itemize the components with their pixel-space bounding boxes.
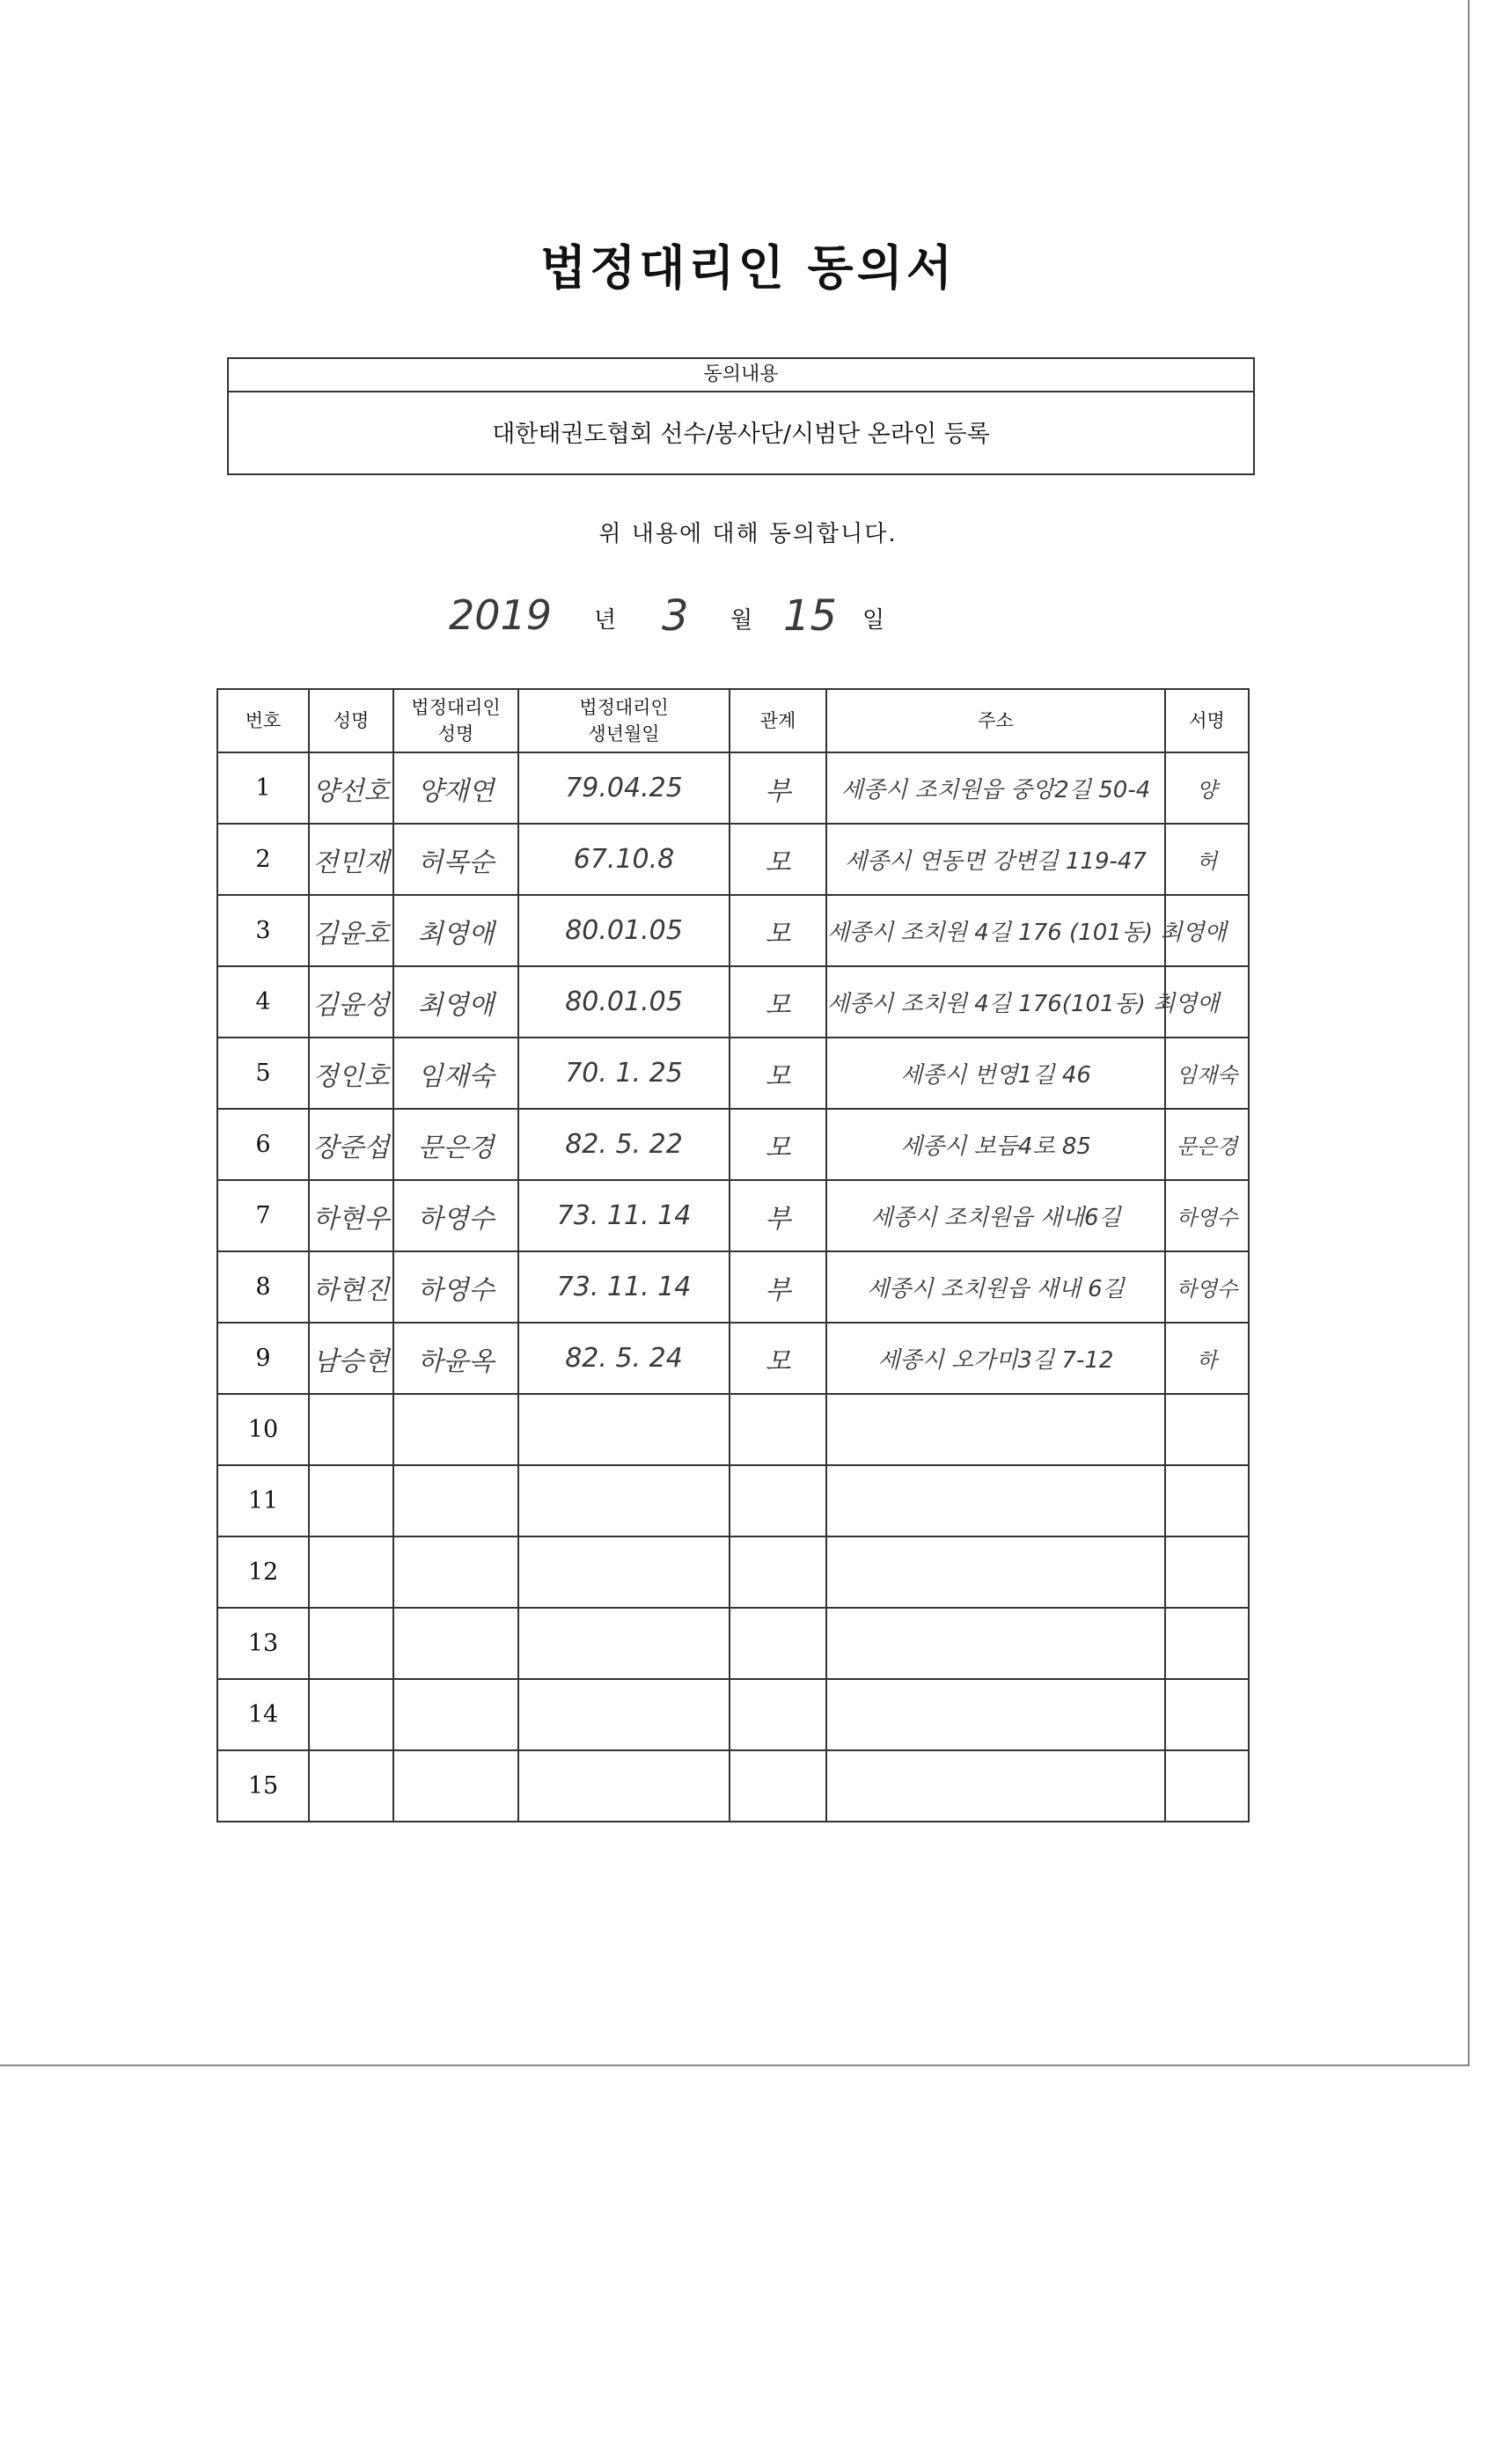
table-row [217,895,1249,966]
row-address [826,1608,1165,1679]
date-year-label: 년 [594,607,617,634]
row-number: 13 [217,1608,309,1679]
table-row [217,1750,1249,1822]
row-number: 12 [217,1536,309,1608]
row-guardian-birth: 73. 11. 14 [518,1251,730,1323]
row-guardian-name: 문은경 [393,1109,518,1180]
table-row [217,966,1249,1038]
agreement-text: 위 내용에 대해 동의합니다. [598,521,898,547]
row-number: 1 [217,752,309,824]
row-guardian-birth [518,1465,730,1536]
row-signature: 허 [1165,824,1249,895]
header-name: 성명 [309,689,393,752]
row-name: 김윤호 [309,895,393,966]
row-relation [730,1536,826,1608]
row-guardian-birth [518,1536,730,1608]
row-guardian-name: 임재숙 [393,1038,518,1109]
row-signature: 하영수 [1165,1251,1249,1323]
row-guardian-name: 허목순 [393,824,518,895]
header-address: 주소 [826,689,1165,752]
table-row [217,1323,1249,1394]
row-address: 세종시 조치원읍 새내6길 [826,1180,1165,1251]
row-guardian-name: 최영애 [393,966,518,1038]
row-relation [730,1679,826,1750]
row-guardian-name [393,1465,518,1536]
row-number: 10 [217,1394,309,1465]
row-address: 세종시 조치원읍 중앙2길 50-4 [826,752,1165,824]
row-relation: 모 [730,1038,826,1109]
row-number: 5 [217,1038,309,1109]
row-address [826,1750,1165,1822]
consent-content: 대한태권도협회 선수/봉사단/시범단 온라인 등록 [492,421,990,448]
date-month-label: 월 [730,607,753,634]
row-guardian-name: 하영수 [393,1180,518,1251]
row-guardian-name [393,1750,518,1822]
date-day: 15 [783,591,838,641]
row-relation: 부 [730,752,826,824]
row-name [309,1750,393,1822]
date-month: 3 [662,591,689,641]
row-name: 하현우 [309,1180,393,1251]
table-row [217,1608,1249,1679]
table-row [217,824,1249,895]
document-title: 법정대리인 동의서 [539,240,957,296]
row-signature [1165,1536,1249,1608]
row-number: 11 [217,1465,309,1536]
table-row [217,1679,1249,1750]
table-row [217,1109,1249,1180]
row-name: 장준섭 [309,1109,393,1180]
row-guardian-birth: 82. 5. 24 [518,1323,730,1394]
row-relation: 부 [730,1180,826,1251]
row-address [826,1465,1165,1536]
row-number: 6 [217,1109,309,1180]
header-relation: 관계 [730,689,826,752]
row-name: 남승현 [309,1323,393,1394]
row-signature: 문은경 [1165,1109,1249,1180]
table-row [217,1465,1249,1536]
row-number: 14 [217,1679,309,1750]
date-year: 2019 [449,591,553,639]
row-guardian-name: 하윤옥 [393,1323,518,1394]
row-guardian-name [393,1394,518,1465]
row-address: 세종시 연동면 강변길 119-47 [826,824,1165,895]
row-guardian-birth [518,1679,730,1750]
row-relation: 모 [730,1323,826,1394]
row-name: 하현진 [309,1251,393,1323]
row-address [826,1679,1165,1750]
row-signature [1165,1679,1249,1750]
row-number: 7 [217,1180,309,1251]
row-signature: 하영수 [1165,1180,1249,1251]
header-no: 번호 [217,689,309,752]
guardian-table [216,688,1250,1822]
row-address [826,1536,1165,1608]
row-address: 세종시 보듬4로 85 [826,1109,1165,1180]
row-name [309,1679,393,1750]
table-row [217,752,1249,824]
table-header-row [217,689,1249,752]
header-guardian-name: 법정대리인 성명 [393,689,518,752]
row-guardian-birth [518,1394,730,1465]
row-signature: 양 [1165,752,1249,824]
row-signature [1165,1465,1249,1536]
row-guardian-name: 하영수 [393,1251,518,1323]
row-relation: 모 [730,966,826,1038]
row-signature [1165,1750,1249,1822]
row-signature: 임재숙 [1165,1038,1249,1109]
table-row [217,1038,1249,1109]
row-guardian-birth: 80.01.05 [518,966,730,1038]
row-relation [730,1394,826,1465]
row-relation [730,1750,826,1822]
row-number: 3 [217,895,309,966]
consent-header: 동의내용 [229,359,1253,392]
row-signature [1165,1608,1249,1679]
row-name [309,1394,393,1465]
consent-box [227,357,1255,475]
row-guardian-name [393,1679,518,1750]
row-name: 전민재 [309,824,393,895]
row-name: 정인호 [309,1038,393,1109]
row-guardian-birth [518,1750,730,1822]
date-day-label: 일 [862,607,885,634]
row-relation: 모 [730,1109,826,1180]
row-guardian-birth: 79.04.25 [518,752,730,824]
row-guardian-name [393,1608,518,1679]
row-guardian-name [393,1536,518,1608]
row-relation: 모 [730,824,826,895]
row-number: 2 [217,824,309,895]
header-signature: 서명 [1165,689,1249,752]
row-name: 김윤성 [309,966,393,1038]
row-signature: 하 [1165,1323,1249,1394]
row-guardian-birth [518,1608,730,1679]
table-row [217,1536,1249,1608]
table-row [217,1180,1249,1251]
row-relation [730,1465,826,1536]
row-name [309,1608,393,1679]
row-relation: 모 [730,895,826,966]
header-guardian-birth: 법정대리인 생년월일 [518,689,730,752]
row-address: 세종시 조치원 4길 176 (101동) 최영애 [826,895,1165,966]
row-address: 세종시 조치원읍 새내 6길 [826,1251,1165,1323]
row-number: 4 [217,966,309,1038]
row-address [826,1394,1165,1465]
row-address: 세종시 오가미3길 7-12 [826,1323,1165,1394]
table-row [217,1251,1249,1323]
row-number: 9 [217,1323,309,1394]
row-name [309,1465,393,1536]
row-address: 세종시 조치원 4길 176(101동) 최영애 [826,966,1165,1038]
row-guardian-name: 양재연 [393,752,518,824]
row-address: 세종시 번영1길 46 [826,1038,1165,1109]
row-number: 15 [217,1750,309,1822]
row-signature [1165,1394,1249,1465]
row-name [309,1536,393,1608]
row-number: 8 [217,1251,309,1323]
row-guardian-name: 최영애 [393,895,518,966]
table-row [217,1394,1249,1465]
row-relation [730,1608,826,1679]
row-guardian-birth: 82. 5. 22 [518,1109,730,1180]
row-guardian-birth: 70. 1. 25 [518,1038,730,1109]
row-guardian-birth: 80.01.05 [518,895,730,966]
row-relation: 부 [730,1251,826,1323]
row-guardian-birth: 73. 11. 14 [518,1180,730,1251]
row-guardian-birth: 67.10.8 [518,824,730,895]
row-name: 양선호 [309,752,393,824]
